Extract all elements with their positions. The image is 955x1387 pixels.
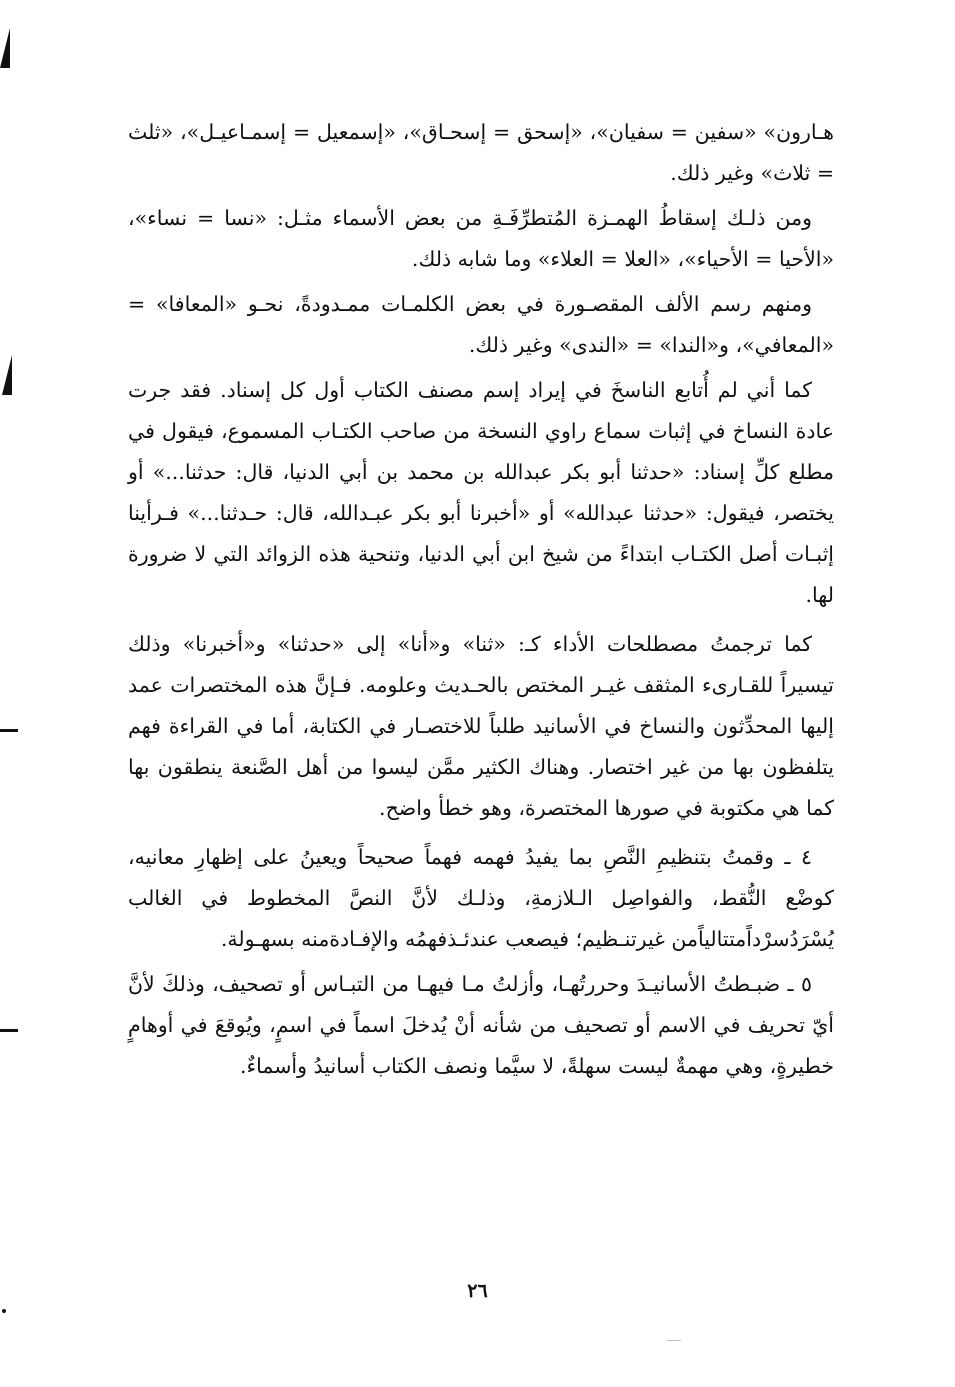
paragraph-1: هـارون» «سفين = سفيان»، «إسحق = إسحـاق»، «إسمعيل = إسمـاعيـل»، «ثلث = ثلاث» وغير ذلك. [128, 120, 834, 185]
scan-edge-dot [2, 1309, 6, 1313]
paragraph-7: ٥ ـ ضبـطتُ الأسانيـدَ وحررتُهـا، وأزلتُ مـا فيهـا من التبـاس أو تصحيف، وذلكَ لأنَّ أيّ تحريف في الاسم أو تصحيف من شأنه أنْ يُدخلَ اسماً في اسمٍ، ويُوقعَ في أوهامٍ خطيرةٍ، وهي مهمةٌ ليست سهلةً، لا سيَّما ونصف الكتاب أسانيدُ وأسماءٌ. [128, 972, 834, 1078]
scan-edge-mark-top [0, 28, 10, 68]
paragraph-2: ومن ذلـك إسقاطُ الهمـزة المُتطرِّفَـةِ من بعض الأسماء مثـل: «نسا = نساء»، «الأحيا = الأحياء»، «العلا = العلاء» وما شابه ذلك. [128, 206, 834, 271]
paragraph-4: كما أني لم أُتابع الناسخَ في إيراد إسم مصنف الكتاب أول كل إسناد. فقد جرت عادة النساخ في إثبات سماع راوي النسخة من صاحب الكتـاب المسموع، فيقول في مطلع كلِّ إسناد: «حدثنا أبو بكر عبدالله بن محمد بن أبي الدنيا، قال: حدثنا...» أو يختصر، فيقول: «حدثنا عبدالله» أو «أخبرنا أبو بكر عبـدالله، قال: حـدثنا...» فـرأينا إثبـات أصل الكتـاب ابتداءً من شيخ ابن أبي الدنيا، وتنحية هذه الزوائد التي لا ضرورة لها. [128, 378, 834, 607]
paragraph-5: كما ترجمتُ مصطلحات الأداء كـ: «ثنا» و«أنا» إلى «حدثنا» و«أخبرنا» وذلك تيسيراً للقـارىء المثقف غيـر المختص بالحـديث وعلومه. فـإنَّ هذه المختصرات عمد إليها المحدِّثون والنساخ في الأسانيد طلباً للاختصـار في الكتابة، أما في القراءة فهم يتلفظون بها من غير اختصار. وهناك الكثير ممَّن ليسوا من أهل الصَّنعة ينطقون بها كما هي مكتوبة في صورها المختصرة، وهو خطأ واضح. [128, 632, 834, 820]
scan-edge-tick-2 [0, 1029, 18, 1032]
main-text [128, 112, 834, 1087]
scan-faint-line [667, 1340, 681, 1341]
page-number: ٢٦ [467, 1280, 488, 1302]
scan-edge-tick-1 [0, 729, 18, 732]
scan-edge-mark-mid [2, 355, 12, 395]
paragraph-3: ومنهم رسم الألف المقصـورة في بعض الكلمـات ممـدودةً، نحـو «المعافا» = «المعافي»، و«الندا» = «الندى» وغير ذلك. [128, 292, 834, 357]
paragraph-6: ٤ ـ وقمتُ بتنظيمِ النَّصِ بما يفيدُ فهمه فهماً صحيحاً ويعينُ على إظهارِ معانيه، كوضْع النُّقط، والفواصِل الـلازمةِ، وذلـك لأنَّ النصَّ المخطوط في الغالب يُسْرَدُسرْداًمتتالياًمن غيرتنـظيم؛ فيصعب عندئـذفهمُه والإفـادةمنه بسهـولة. [128, 845, 834, 951]
